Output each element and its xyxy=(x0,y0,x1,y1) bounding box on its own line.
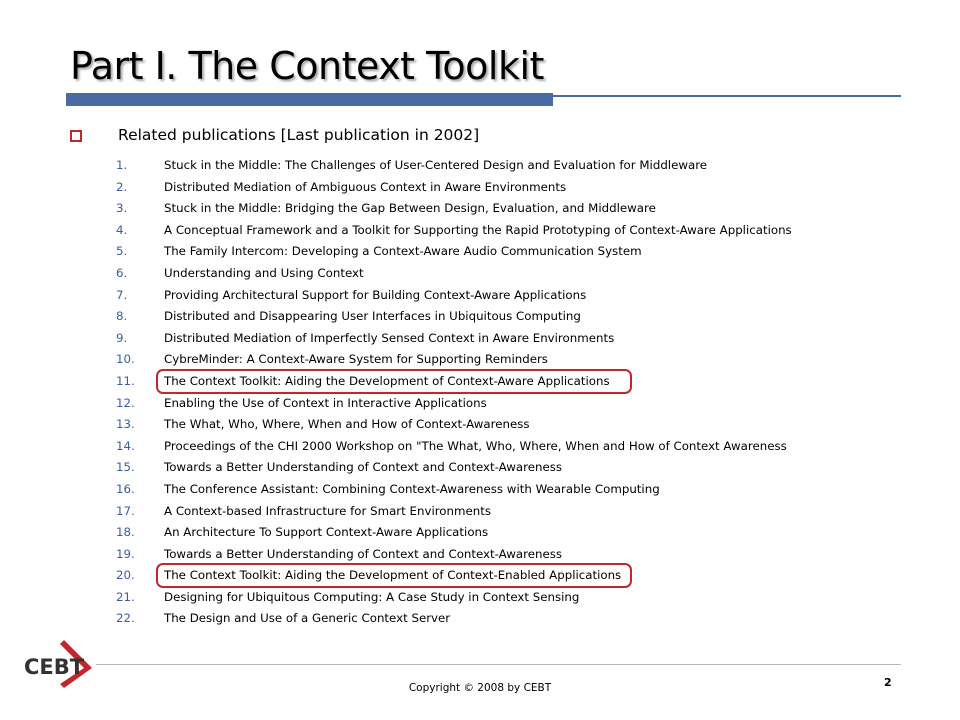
list-item-title: Distributed Mediation of Ambiguous Context in Aware Environments xyxy=(164,179,567,194)
list-item-number: 4. xyxy=(116,222,128,237)
title-underline-bar xyxy=(66,93,553,106)
list-item-number: 9. xyxy=(116,330,128,345)
page-number: 2 xyxy=(884,676,892,689)
list-item-number: 8. xyxy=(116,309,128,324)
list-item-title: Providing Architectural Support for Building Context-Aware Applications xyxy=(164,287,587,302)
list-item-number: 22. xyxy=(116,611,135,626)
list-item-number: 11. xyxy=(116,373,135,388)
list-item-title: The What, Who, Where, When and How of Context-Awareness xyxy=(164,417,530,432)
list-item-title: Designing for Ubiquitous Computing: A Case Study in Context Sensing xyxy=(164,589,580,604)
list-item-title: Distributed Mediation of Imperfectly Sensed Context in Aware Environments xyxy=(164,330,615,345)
list-item-title: Stuck in the Middle: The Challenges of User-Centered Design and Evaluation for Middleware xyxy=(164,158,708,172)
list-item-number: 18. xyxy=(116,525,135,540)
list-item-title: Enabling the Use of Context in Interactive Applications xyxy=(164,395,487,410)
list-item-title: The Context Toolkit: Aiding the Development of Context-Aware Applications xyxy=(164,373,610,388)
list-item-title: Distributed and Disappearing User Interfaces in Ubiquitous Computing xyxy=(164,309,581,324)
bullet-text: Related publications [Last publication in 2002] xyxy=(118,126,480,144)
list-item-number: 20. xyxy=(116,568,135,583)
copyright-text: Copyright © 2008 by CEBT xyxy=(408,682,552,694)
list-item-title: An Architecture To Support Context-Aware Applications xyxy=(164,525,489,540)
list-item-title: CybreMinder: A Context-Aware System for Supporting Reminders xyxy=(164,352,548,367)
list-item-number: 16. xyxy=(116,481,135,496)
list-item-number: 6. xyxy=(116,265,128,280)
footer-divider xyxy=(96,664,901,665)
list-item-number: 1. xyxy=(116,158,128,172)
list-item-title: A Context-based Infrastructure for Smart Environments xyxy=(164,503,492,518)
title-underline-line xyxy=(553,95,901,97)
list-item-title: Towards a Better Understanding of Context and Context-Awareness xyxy=(164,460,563,475)
list-item-number: 15. xyxy=(116,460,135,475)
list-item-title: A Conceptual Framework and a Toolkit for Supporting the Rapid Prototyping of Context-Aware Applications xyxy=(164,222,792,237)
list-item-number: 7. xyxy=(116,287,128,302)
list-item-number: 10. xyxy=(116,352,135,367)
list-item-title: The Design and Use of a Generic Context Server xyxy=(164,611,451,626)
slide-title: Part I. The Context Toolkit xyxy=(70,44,544,88)
list-item-title: Towards a Better Understanding of Context and Context-Awareness xyxy=(164,546,563,561)
list-item-title: Proceedings of the CHI 2000 Workshop on "The What, Who, Where, When and How of Context Awareness xyxy=(164,438,787,453)
list-item-title: The Context Toolkit: Aiding the Development of Context-Enabled Applications xyxy=(164,568,622,583)
highlight-box-item-11 xyxy=(156,369,632,394)
logo-text: CEBT xyxy=(24,655,85,679)
list-item-title: Understanding and Using Context xyxy=(164,265,364,280)
highlight-box-item-20 xyxy=(156,563,632,588)
list-item-number: 19. xyxy=(116,546,135,561)
list-item-number: 2. xyxy=(116,179,128,194)
list-item-title: The Conference Assistant: Combining Context-Awareness with Wearable Computing xyxy=(164,481,660,496)
list-item-number: 3. xyxy=(116,201,128,216)
list-item-title: Stuck in the Middle: Bridging the Gap Between Design, Evaluation, and Middleware xyxy=(164,201,656,216)
list-item-number: 17. xyxy=(116,503,135,518)
list-item-number: 12. xyxy=(116,395,135,410)
hollow-square-bullet-icon xyxy=(70,130,82,142)
list-item-number: 21. xyxy=(116,589,135,604)
list-item-number: 13. xyxy=(116,417,135,432)
list-item-number: 14. xyxy=(116,438,135,453)
list-item-number: 5. xyxy=(116,244,128,259)
list-item-title: The Family Intercom: Developing a Context-Aware Audio Communication System xyxy=(164,244,642,259)
